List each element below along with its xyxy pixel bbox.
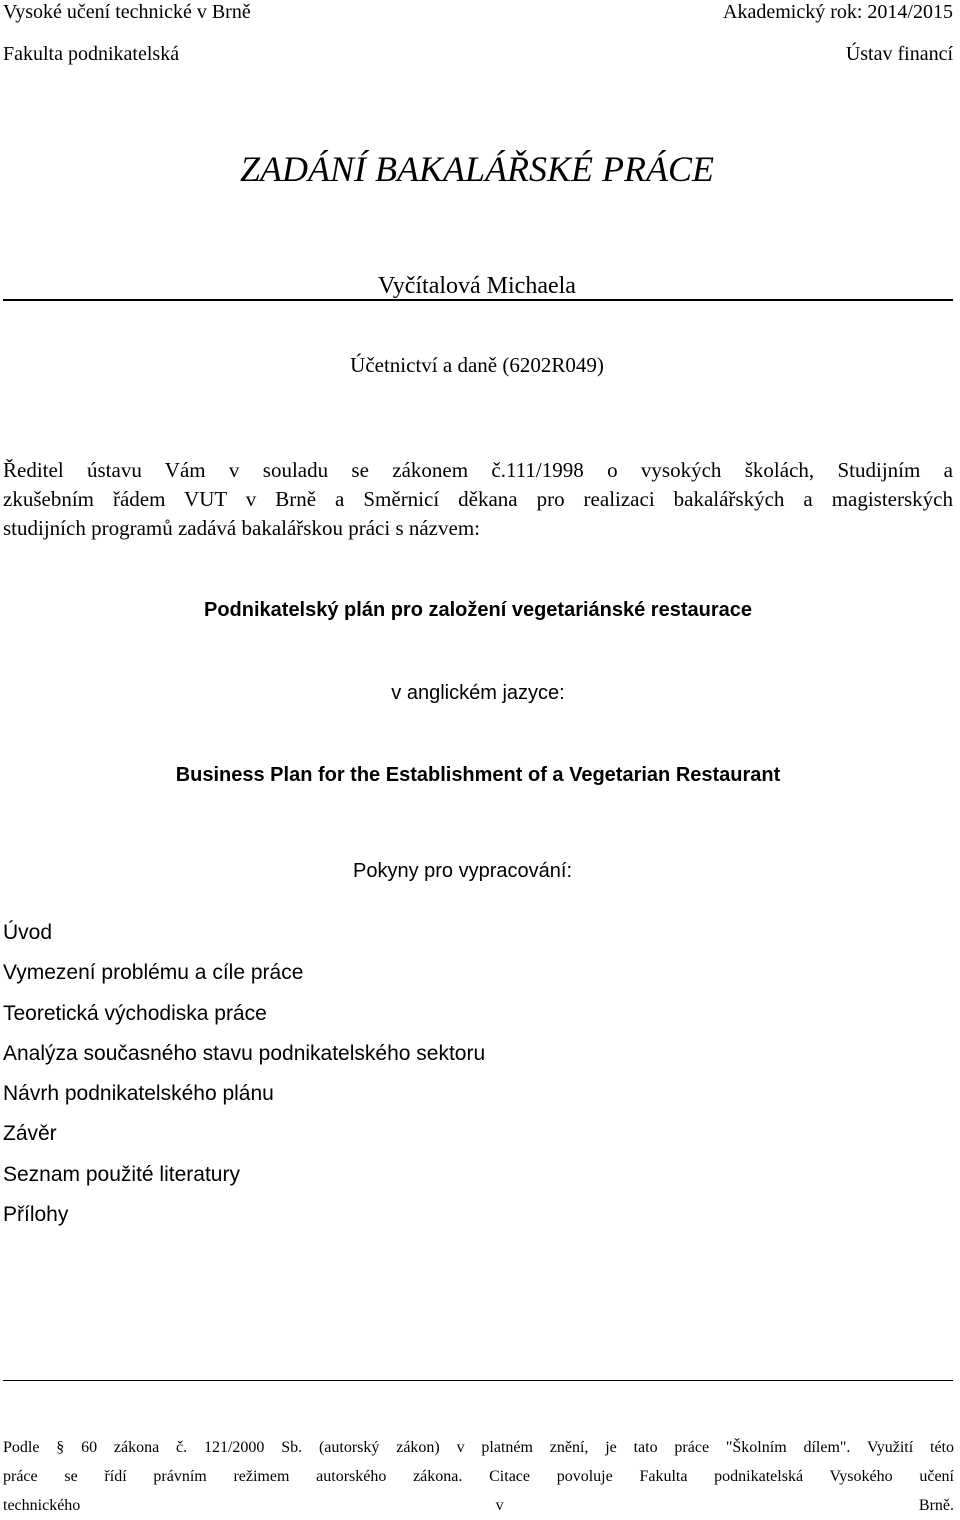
thesis-title-czech: Podnikatelský plán pro založení vegetariánské restaurace: [203, 599, 752, 621]
instruction-item: Přílohy: [3, 1203, 69, 1227]
university-name: Vysoké učení technické v Brně: [3, 1, 251, 23]
study-program: Účetnictví a daně (6202R049): [350, 353, 604, 377]
footer-line: Podle § 60 zákona č. 121/2000 Sb. (autorský zákon) v platném znění, je tato práce "Školním dílem". Využití této: [3, 1439, 954, 1456]
footer-line: práce se řídí právním režimem autorského zákona. Citace povoluje Fakulta podnikatelská Vysokého učení: [3, 1468, 954, 1485]
thesis-title-english: Business Plan for the Establishment of a Vegetarian Restaurant: [175, 764, 781, 786]
footer-divider: [3, 1380, 953, 1381]
instruction-item: Vymezení problému a cíle práce: [3, 961, 304, 985]
student-name-underline: [3, 299, 953, 301]
instruction-item: Závěr: [3, 1122, 57, 1146]
instructions-list: [3, 920, 703, 1242]
intro-line: zkušebním řádem VUT v Brně a Směrnicí děkana pro realizaci bakalářských a magisterských: [3, 487, 953, 511]
language-label: v anglickém jazyce:: [391, 682, 565, 704]
institute-name: Ústav financí: [845, 43, 953, 65]
footer-line: technického v Brně.: [3, 1497, 954, 1514]
copyright-notice: [3, 1433, 954, 1520]
instruction-item: Seznam použité literatury: [3, 1162, 240, 1186]
intro-line: studijních programů zadává bakalářskou práci s názvem:: [3, 516, 480, 540]
academic-year: Akademický rok: 2014/2015: [723, 1, 953, 23]
instructions-heading: Pokyny pro vypracování:: [353, 860, 572, 882]
student-name: Vyčítalová Michaela: [378, 273, 576, 299]
instruction-item: Úvod: [3, 921, 53, 944]
document-title: ZADÁNÍ BAKALÁŘSKÉ PRÁCE: [240, 149, 714, 189]
faculty-name: Fakulta podnikatelská: [3, 43, 180, 65]
intro-paragraph: [3, 456, 953, 543]
instruction-item: Analýza současného stavu podnikatelského sektoru: [3, 1041, 486, 1065]
intro-line: Ředitel ústavu Vám v souladu se zákonem č.111/1998 o vysokých školách, Studijním a: [3, 458, 953, 482]
instruction-item: Teoretická východiska práce: [3, 1001, 267, 1025]
instruction-item: Návrh podnikatelského plánu: [3, 1082, 274, 1106]
